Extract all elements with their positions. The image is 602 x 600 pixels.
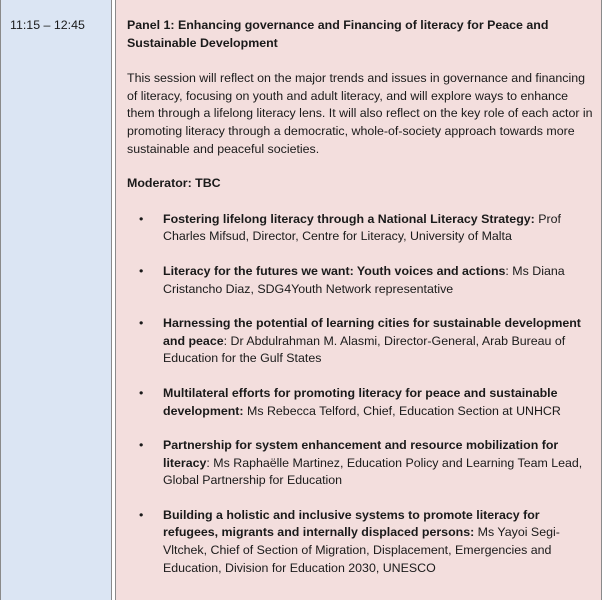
- speaker-topic: Partnership for system enhancement and resource mobilization for literacy: [163, 438, 559, 470]
- bullet-icon: •: [139, 438, 144, 453]
- speaker-detail: Ms Rebecca Telford, Chief, Education Section at UNHCR: [243, 403, 561, 418]
- speaker-topic: Building a holistic and inclusive systems to promote literacy for refugees, migrants and internally displaced persons:: [163, 507, 540, 540]
- speaker-detail: : Ms Diana Cristancho Diaz, SDG4Youth Network representative: [163, 263, 565, 296]
- bullet-icon: •: [139, 263, 144, 278]
- speaker-list: [127, 211, 597, 578]
- speaker-topic: Multilateral efforts for promoting literacy for peace and sustainable development:: [163, 385, 558, 418]
- time-column: [0, 0, 112, 600]
- speaker-detail: : Dr Abdulrahman M. Alasmi, Director-General, Arab Bureau of Education for the Gulf States: [163, 333, 566, 366]
- bullet-icon: •: [139, 507, 144, 522]
- speaker-topic: Fostering lifelong literacy through a National Literacy Strategy:: [163, 211, 535, 226]
- speaker-item: [127, 315, 597, 368]
- speaker-topic: Harnessing the potential of learning cities for sustainable development and peace: [163, 316, 581, 348]
- bullet-icon: •: [139, 385, 144, 400]
- session-content: [115, 0, 602, 600]
- moderator: Moderator: TBC: [127, 176, 221, 191]
- session-title: Panel 1: Enhancing governance and Financing of literacy for Peace and Sustainable Development: [127, 18, 549, 50]
- speaker-detail: Ms Yayoi Segi-Vltchek, Chief of Section of Migration, Displacement, Emergencies and Education, Division for Education 2030, UNESCO: [163, 525, 560, 575]
- bullet-icon: •: [139, 211, 144, 226]
- speaker-detail: : Ms Raphaëlle Martinez, Education Policy and Learning Team Lead, Global Partnership for Education: [163, 455, 583, 488]
- speaker-item: [127, 263, 597, 298]
- session-description: This session will reflect on the major trends and issues in governance and financing of literacy, focusing on youth and adult literacy, and will explore ways to enhance them through a lifelong literacy lens. It will also reflect on the key role of each actor in promoting literacy through a democratic, whole-of-society approach towards more sustainable and peaceful societies.: [127, 71, 593, 156]
- speaker-detail: Prof Charles Mifsud, Director, Centre for Literacy, University of Malta: [163, 211, 561, 244]
- speaker-item: [127, 507, 597, 577]
- session-time: 11:15 – 12:45: [10, 18, 85, 32]
- speaker-topic: Literacy for the futures we want: Youth voices and actions: [163, 263, 506, 278]
- speaker-item: [127, 211, 597, 246]
- speaker-item: [127, 437, 597, 490]
- bullet-icon: •: [139, 316, 144, 331]
- speaker-item: [127, 385, 597, 420]
